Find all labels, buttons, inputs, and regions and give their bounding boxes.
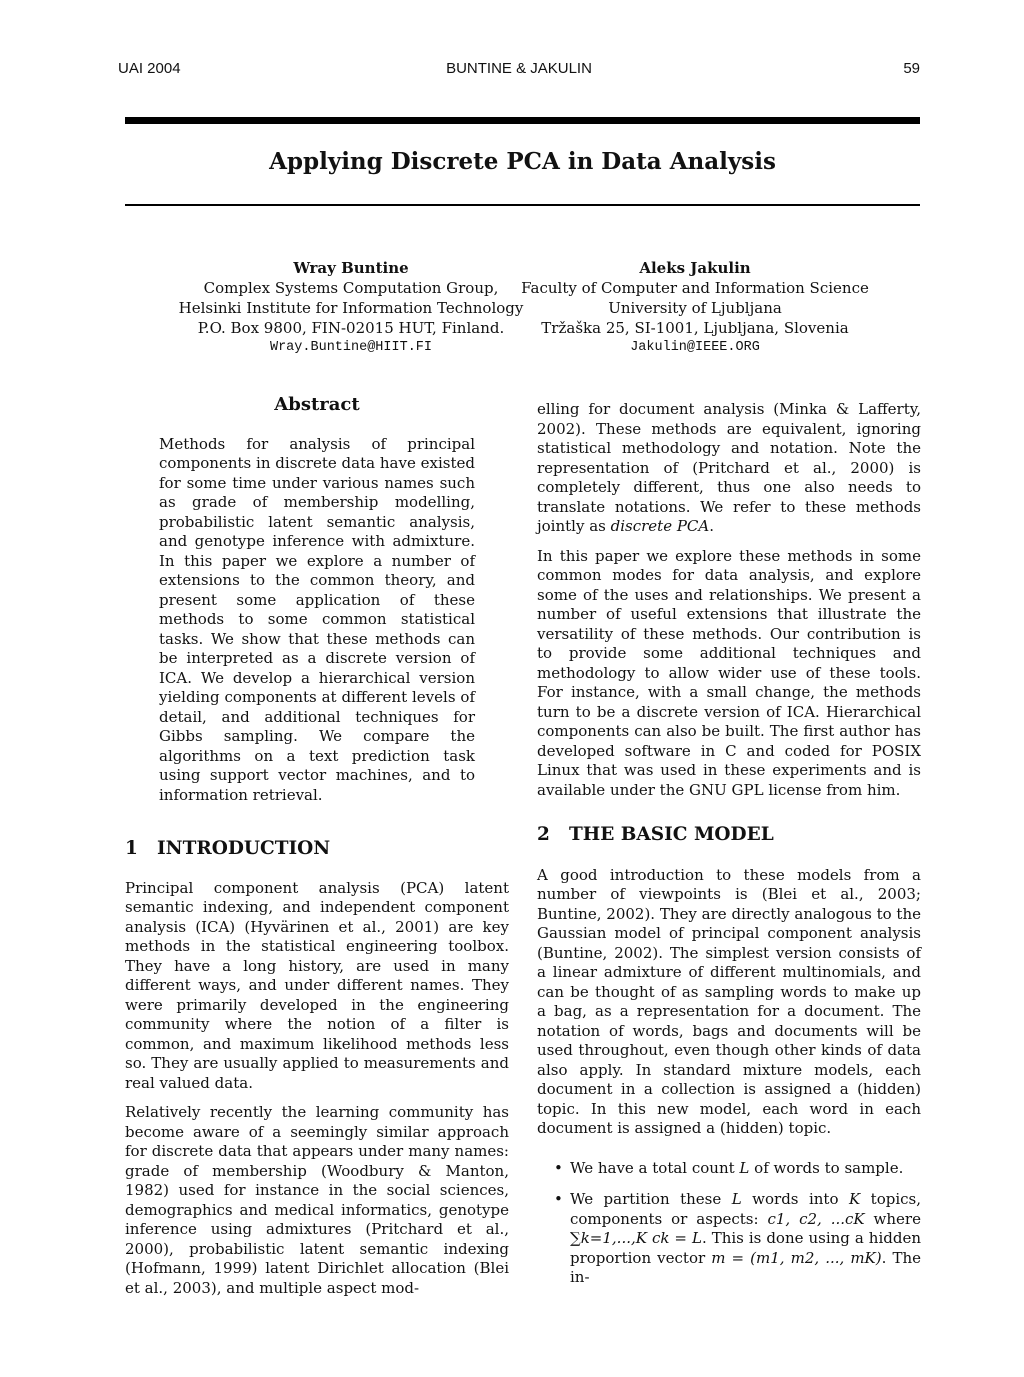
author-email: Wray.Buntine@HIIT.FI — [269, 340, 433, 355]
section-title: THE BASIC MODEL — [569, 824, 774, 845]
bullet-icon: • — [554, 1158, 563, 1177]
title-top-rule — [125, 117, 920, 124]
author-affiliation-line: Helsinki Institute for Information Technology — [178, 299, 524, 317]
author-name: Wray Buntine — [293, 259, 409, 277]
author-block-buntine — [170, 258, 532, 358]
basic-model-paragraph: A good introduction to these models from a number of viewpoints is (Blei et al., 2003; Buntine, 2002). They are directly analogous to the Gaussian model of principal component analysis (Buntine, 2002). The simplest version consists of a linear admixture of different multinomials, and can be thought of as sampling words to make up a bag, as a representation for a document. The notation of words, bags and documents will be used throughout, even though other kinds of data also apply. In standard mixture models, each document in a collection is assigned a (hidden) topic. In this new model, each word in each document is assigned a (hidden) topic. — [537, 865, 921, 1137]
math-vector: m = (m1, m2, ..., mK) — [711, 1248, 882, 1267]
intro-paragraph: Principal component analysis (PCA) latent semantic indexing, and independent component analysis (ICA) (Hyvärinen et al., 2001) are key methods in the statistical engineering toolbox. They have a long history, are used in many different ways, and under different names. They were primarily developed in the engineering community where the notion of a filter is common, and maximum likelihood methods less so. They are usually applied to measurements and real valued data. — [125, 878, 509, 1092]
math-sequence: c1, c2, ...cK — [767, 1209, 865, 1228]
right-column — [537, 400, 921, 1300]
intro-paragraph-continued: elling for document analysis (Minka & Lafferty, 2002). These methods are equivalent, ignoring statistical methodology and notation. Note the representation of (Pritchard et al., 2000) is completely different, thus one also needs to translate notations. We refer to these methods jointly as discrete PCA. — [537, 400, 921, 535]
header-authors: BUNTINE & JAKULIN — [446, 60, 592, 77]
author-email: Jakulin@IEEE.ORG — [630, 340, 760, 355]
math-sum: ∑k=1,...,K ck = L — [570, 1229, 702, 1247]
author-affiliation-line: University of Ljubljana — [608, 299, 782, 317]
title-bottom-rule — [125, 204, 920, 206]
author-name: Aleks Jakulin — [639, 259, 751, 277]
model-bullet-list — [537, 1159, 921, 1288]
section-heading-basic-model — [537, 825, 921, 845]
intro-paragraph: In this paper we explore these methods in some common modes for data analysis, and explore some of the uses and relationships. We present a number of useful extensions that illustrate the versatility of these methods. Our contribution is to provide some additional techniques and methodology to allow wider use of these tools. For instance, with a small change, the methods turn to be a discrete version of ICA. Hierarchical components can also be built. The first author has developed software in C and coded for POSIX Linux that was used in these experiments and is available under the GNU GPL license from him. — [537, 546, 921, 799]
author-affiliation-line: P.O. Box 9800, FIN-02015 HUT, Finland. — [197, 319, 505, 337]
abstract-heading: Abstract — [274, 394, 360, 415]
abstract-text: Methods for analysis of principal components in discrete data have existed for some time under various names such as grade of membership modelling, probabilistic latent semantic analysis, and genotype inference with admixture. In this paper we explore a number of extensions to the common theory, and present some application of these methods to some common statistical tasks. We show that these methods can be interpreted as a discrete version of ICA. We develop a hierarchical version yielding components at different levels of detail, and additional techniques for Gibbs sampling. We compare the algorithms on a text prediction task using support vector machines, and to information retrieval. — [159, 434, 475, 804]
section-heading-introduction — [125, 839, 509, 859]
paper-title: Applying Discrete PCA in Data Analysis — [269, 148, 776, 175]
header-venue: UAI 2004 — [118, 60, 181, 77]
section-title: INTRODUCTION — [157, 838, 331, 859]
list-item: • We partition these L words into K topics, components or aspects: c1, c2, ...cK where ∑k=1,...,K ck = L. This is done using a hidden proportion vector m = (m1, m2, ..., mK). The in- — [554, 1190, 922, 1286]
bullet-icon: • — [554, 1190, 563, 1208]
author-affiliation-line: Tržaška 25, SI-1001, Ljubljana, Slovenia — [541, 319, 849, 337]
left-column — [125, 395, 509, 1308]
list-item: • We have a total count L of words to sample. — [554, 1158, 904, 1177]
author-affiliation-line: Complex Systems Computation Group, — [203, 279, 499, 297]
author-affiliation-line: Faculty of Computer and Information Science — [521, 279, 869, 297]
section-number: 2 — [537, 824, 550, 845]
page-number: 59 — [903, 60, 920, 77]
intro-paragraph: Relatively recently the learning community has become aware of a seemingly similar approach for discrete data that appears under many names: grade of membership (Woodbury & Manton, 1982) used for instance in the social sciences, demographics and medical informatics, genotype inference using admixtures (Pritchard et al., 2000), probabilistic latent semantic indexing (Hofmann, 1999) latent Dirichlet allocation (Blei et al., 2003), and multiple aspect mod- — [125, 1103, 509, 1297]
section-number: 1 — [125, 838, 138, 859]
emphasis: discrete PCA — [610, 517, 710, 535]
author-block-jakulin — [520, 258, 870, 358]
running-header — [118, 60, 920, 82]
